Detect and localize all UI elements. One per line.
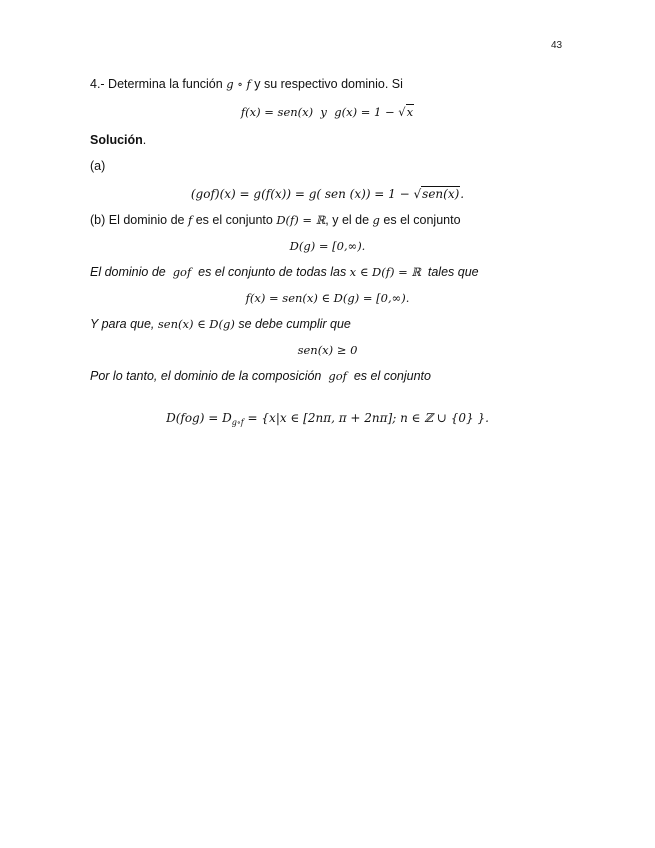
problem-suffix: y su respectivo dominio. Si xyxy=(250,77,403,91)
composition-symbol: g ∘ f xyxy=(226,77,251,91)
conclusion-sentence xyxy=(90,368,431,384)
domain-gof: gof xyxy=(172,265,192,279)
part-b-g: g xyxy=(372,213,380,227)
part-b-f: f xyxy=(187,213,193,227)
conclusion-text1: Por lo tanto, el dominio de la composición xyxy=(90,369,329,383)
page-number: 43 xyxy=(551,40,563,51)
domain-f: D(f) = ℝ xyxy=(276,213,326,227)
part-b-text1: (b) El dominio de xyxy=(90,213,188,227)
part-a-label: (a) xyxy=(90,159,106,173)
final-domain xyxy=(0,410,655,431)
domain-g: D(g) = [0,∞). xyxy=(289,239,366,253)
inequality: sen(x) ≥ 0 xyxy=(297,343,358,357)
connector: y xyxy=(313,105,335,119)
solution-heading xyxy=(90,132,146,148)
problem-prefix: 4.- Determina la función xyxy=(90,77,227,91)
part-a-root: sen(x) xyxy=(422,187,460,201)
part-b-sentence xyxy=(90,212,461,228)
requirement-text1: Y para que, xyxy=(90,317,158,331)
final-lhs: D(fog) = D xyxy=(166,411,232,425)
domain-text3: tales que xyxy=(420,265,479,279)
final-subscript: g∘f xyxy=(231,418,244,427)
domain-text1: El dominio de xyxy=(90,265,173,279)
solution-period: . xyxy=(142,133,147,147)
f-definition: f(x) = sen(x) xyxy=(240,105,314,119)
part-a-end: . xyxy=(460,187,465,201)
membership-equation: f(x) = sen(x) ∈ D(g) = [0,∞). xyxy=(245,291,410,305)
given-definitions xyxy=(0,104,655,120)
part-b-text4: es el conjunto xyxy=(379,213,461,227)
domain-text2: es el conjunto de todas las xyxy=(191,265,350,279)
domain-sentence xyxy=(90,264,479,280)
requirement-text2: se debe cumplir que xyxy=(234,317,351,331)
part-b-text3: , y el de xyxy=(325,213,373,227)
final-rhs: = {x|x ∈ [2nπ, π + 2nπ]; n ∈ ℤ ∪ {0} }. xyxy=(243,411,489,425)
requirement-expr: sen(x) ∈ D(g) xyxy=(157,317,235,331)
part-a-expression: (gof)(x) = g(f(x)) = g( sen (x)) = 1 − √ xyxy=(190,187,422,201)
solution-label: Solución xyxy=(90,133,143,147)
part-b-text2: es el conjunto xyxy=(192,213,277,227)
problem-statement xyxy=(90,76,403,92)
requirement-sentence xyxy=(90,316,351,332)
conclusion-text2: es el conjunto xyxy=(346,369,431,383)
part-a-equation xyxy=(0,186,655,202)
conclusion-gof: gof xyxy=(328,369,347,383)
g-definition: g(x) = 1 − √ xyxy=(334,105,406,119)
g-root: x xyxy=(406,105,414,119)
domain-condition: x ∈ D(f) = ℝ xyxy=(349,265,421,279)
